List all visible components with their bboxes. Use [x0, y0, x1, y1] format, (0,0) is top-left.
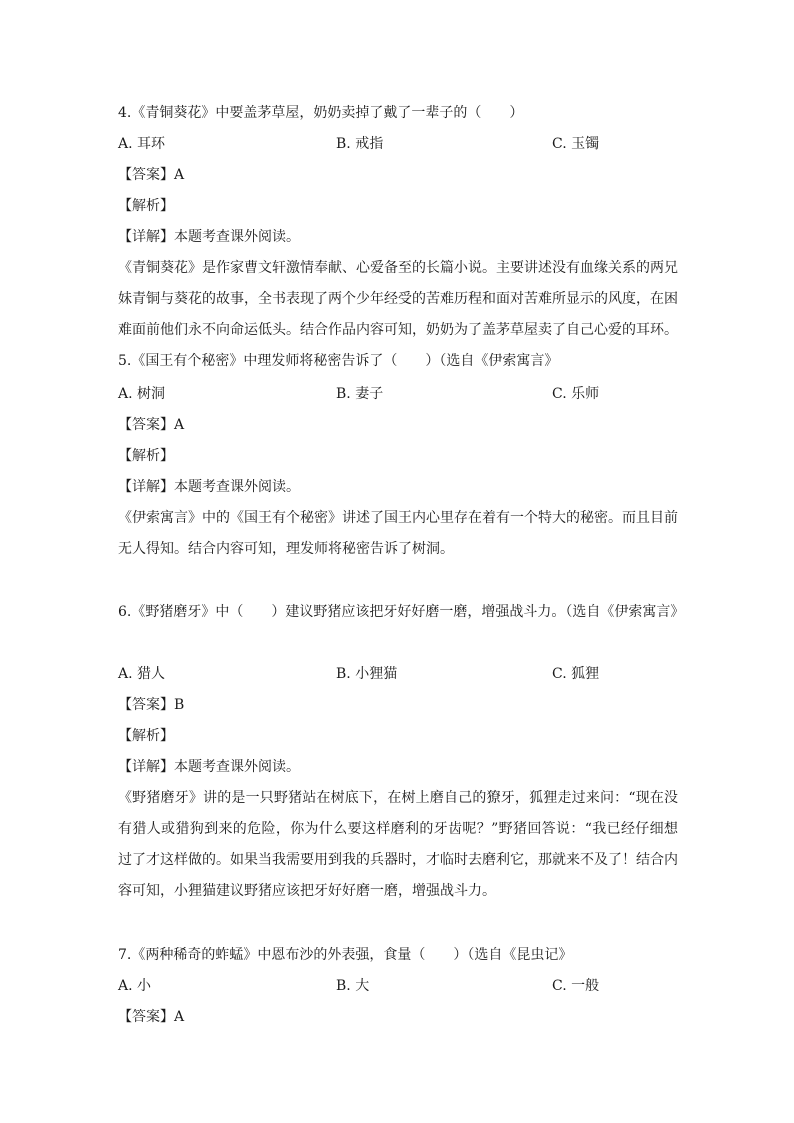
question-7-option-a: A. 小 — [118, 978, 152, 994]
question-6-answer: 【答案】B — [118, 697, 185, 713]
question-6-option-c: C. 狐狸 — [552, 666, 600, 682]
question-5-stem: 5.《国王有个秘密》中理发师将秘密告诉了（ ）（选自《伊索寓言》 — [118, 353, 559, 369]
question-5-answer: 【答案】A — [118, 417, 185, 433]
question-6-analysis-label: 【解析】 — [118, 728, 174, 744]
question-6-stem: 6.《野猪磨牙》中（ ）建议野猪应该把牙好好磨一磨，增强战斗力。（选自《伊索寓言》 — [118, 604, 685, 620]
question-5-explanation: 《伊索寓言》中的《国王有个秘密》讲述了国王内心里存在着有一个特大的秘密。而且目前无人得知。结合内容可知，理发师将秘密告诉了树洞。 — [118, 510, 678, 557]
question-4-analysis-label: 【解析】 — [118, 198, 174, 214]
question-4-option-a: A. 耳环 — [118, 136, 166, 152]
question-7-options — [118, 977, 678, 995]
question-4-explanation: 《青铜葵花》是作家曹文轩激情奉献、心爱备至的长篇小说。主要讲述没有血缘关系的两兄妹青铜与葵花的故事，全书表现了两个少年经受的苦难历程和面对苦难所显示的风度，在困难面前他们永不向命运低头。结合作品内容可知，奶奶为了盖茅草屋卖了自己心爱的耳环。 — [118, 260, 678, 338]
question-5-option-a: A. 树洞 — [118, 386, 166, 402]
question-6-option-b: B. 小狸猫 — [336, 666, 398, 682]
question-4-option-c: C. 玉镯 — [552, 136, 600, 152]
question-5-detail: 【详解】本题考查课外阅读。 — [118, 479, 300, 495]
question-4-stem: 4.《青铜葵花》中要盖茅草屋，奶奶卖掉了戴了一辈子的（ ） — [118, 105, 524, 121]
question-7-option-c: C. 一般 — [552, 978, 600, 994]
question-6-options — [118, 665, 678, 683]
question-5-options — [118, 385, 678, 403]
question-4-option-b: B. 戒指 — [336, 136, 384, 152]
question-4-detail: 【详解】本题考查课外阅读。 — [118, 229, 300, 245]
question-7-stem: 7.《两种稀奇的蚱蜢》中恩布沙的外表强，食量（ ）（选自《昆虫记》 — [118, 947, 573, 963]
question-7-answer: 【答案】A — [118, 1009, 185, 1025]
question-6-option-a: A. 猎人 — [118, 666, 166, 682]
question-7-option-b: B. 大 — [336, 978, 370, 994]
question-5-option-b: B. 妻子 — [336, 386, 384, 402]
question-5-analysis-label: 【解析】 — [118, 448, 174, 464]
question-6-detail: 【详解】本题考查课外阅读。 — [118, 759, 300, 775]
question-4-options — [118, 135, 678, 153]
question-5-option-c: C. 乐师 — [552, 386, 600, 402]
question-4-answer: 【答案】A — [118, 167, 185, 183]
question-6-explanation: 《野猪磨牙》讲的是一只野猪站在树底下，在树上磨自己的獠牙，狐狸走过来问：“现在没有猎人或猎狗到来的危险，你为什么要这样磨利的牙齿呢？”野猪回答说：“我已经仔细想过了才这样做的。如果当我需要用到我的兵器时，才临时去磨利它，那就来不及了！结合内容可知，小狸猫建议野猪应该把牙好好磨一磨，增强战斗力。 — [118, 790, 678, 899]
